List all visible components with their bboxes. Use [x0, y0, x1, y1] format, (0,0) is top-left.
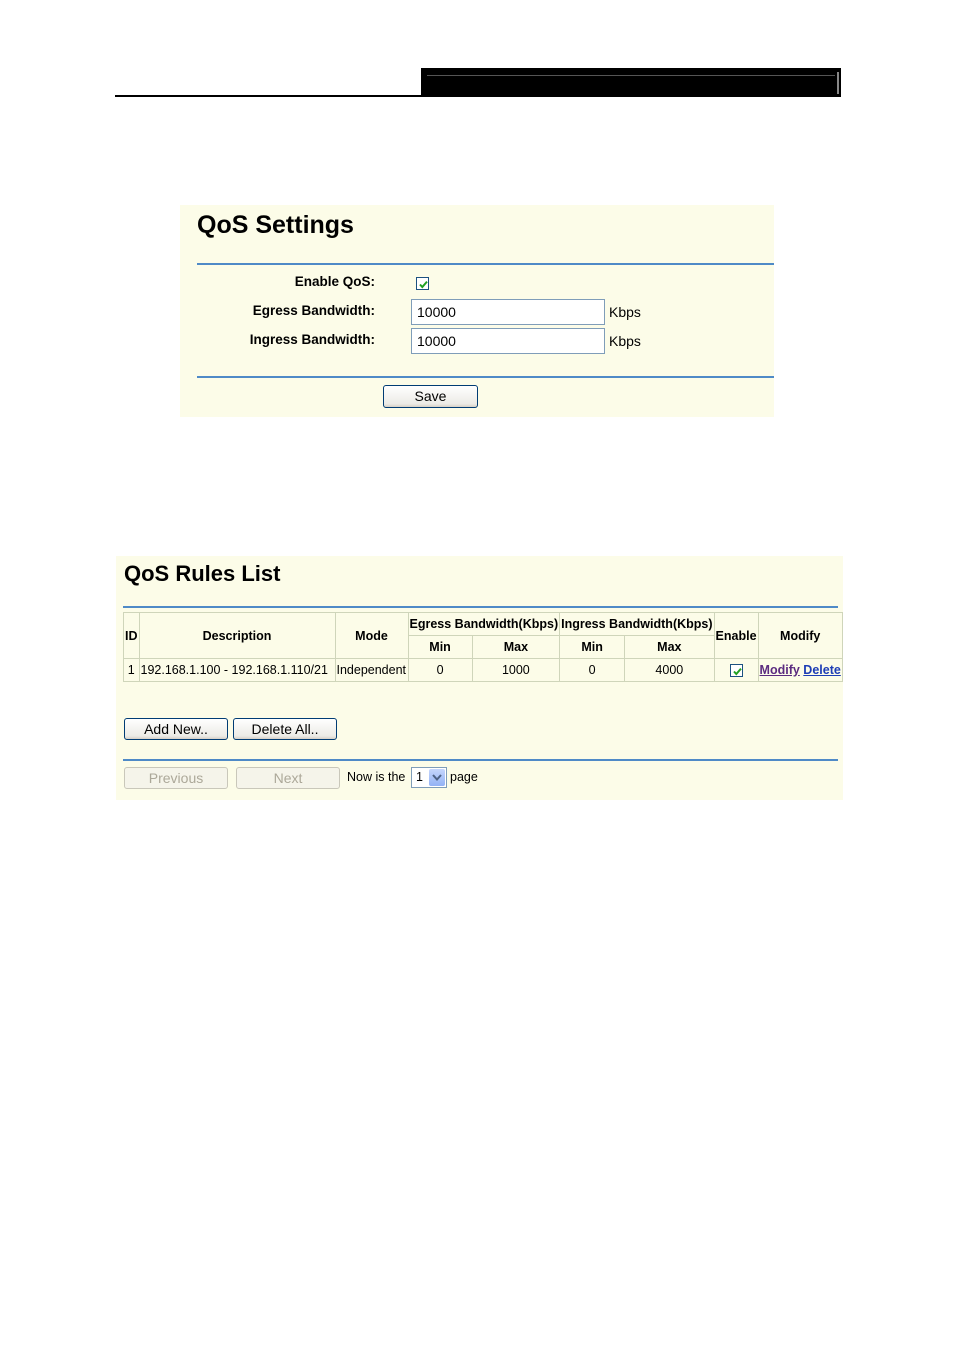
page-suffix-text: page [450, 770, 478, 784]
col-description-header: Description [139, 613, 335, 659]
cell-actions [758, 659, 842, 682]
qos-settings-title: QoS Settings [197, 211, 354, 239]
col-enable-header: Enable [714, 613, 758, 659]
egress-unit: Kbps [609, 304, 641, 320]
cell-ingress-min: 0 [560, 659, 625, 682]
table-header-row [124, 613, 843, 636]
col-id-header: ID [124, 613, 140, 659]
col-ingress-max-header: Max [625, 636, 714, 659]
enable-qos-checkbox[interactable] [416, 277, 429, 290]
col-ingress-header: Ingress Bandwidth(Kbps) [560, 613, 714, 636]
save-button[interactable]: Save [383, 385, 478, 408]
col-modify-header: Modify [758, 613, 842, 659]
check-mark-icon [731, 665, 744, 678]
cell-ingress-max: 4000 [625, 659, 714, 682]
rule-enable-checkbox[interactable] [730, 664, 743, 677]
modify-link[interactable]: Modify [759, 663, 800, 677]
header-bar-line [427, 75, 835, 76]
page-select[interactable] [411, 767, 447, 788]
header-bar-tick [837, 72, 839, 94]
rules-top-rule [123, 606, 838, 608]
page-prefix-text: Now is the [347, 770, 406, 784]
cell-mode: Independent [335, 659, 408, 682]
cell-id: 1 [124, 659, 140, 682]
next-button[interactable]: Next [236, 767, 340, 789]
egress-bandwidth-label: Egress Bandwidth: [252, 303, 375, 318]
ingress-bandwidth-input[interactable] [411, 328, 605, 354]
cell-enable [714, 659, 758, 682]
add-new-button[interactable]: Add New.. [124, 718, 228, 740]
rules-bottom-rule [123, 759, 838, 761]
header-bar [421, 68, 841, 97]
ingress-unit: Kbps [609, 333, 641, 349]
col-mode-header: Mode [335, 613, 408, 659]
previous-button[interactable]: Previous [124, 767, 228, 789]
chevron-down-icon [429, 769, 445, 786]
enable-qos-label: Enable QoS: [294, 274, 375, 289]
page-select-value: 1 [416, 770, 423, 784]
qos-rules-title: QoS Rules List [124, 561, 281, 586]
check-mark-icon [417, 278, 430, 291]
col-ingress-min-header: Min [560, 636, 625, 659]
col-egress-header: Egress Bandwidth(Kbps) [408, 613, 560, 636]
settings-bottom-rule [197, 376, 774, 378]
col-egress-min-header: Min [408, 636, 472, 659]
table-row [124, 659, 843, 682]
cell-egress-min: 0 [408, 659, 472, 682]
page-select-arrow[interactable] [429, 769, 445, 786]
egress-bandwidth-input[interactable] [411, 299, 605, 325]
settings-top-rule [197, 263, 774, 265]
qos-rules-table [123, 612, 843, 682]
delete-link[interactable]: Delete [803, 663, 841, 677]
qos-rules-panel [116, 556, 843, 800]
cell-description: 192.168.1.100 - 192.168.1.110/21 [139, 659, 335, 682]
col-egress-max-header: Max [472, 636, 560, 659]
delete-all-button[interactable]: Delete All.. [233, 718, 337, 740]
ingress-bandwidth-label: Ingress Bandwidth: [249, 332, 375, 347]
header-rule [115, 95, 421, 97]
qos-settings-panel [180, 205, 774, 417]
cell-egress-max: 1000 [472, 659, 560, 682]
